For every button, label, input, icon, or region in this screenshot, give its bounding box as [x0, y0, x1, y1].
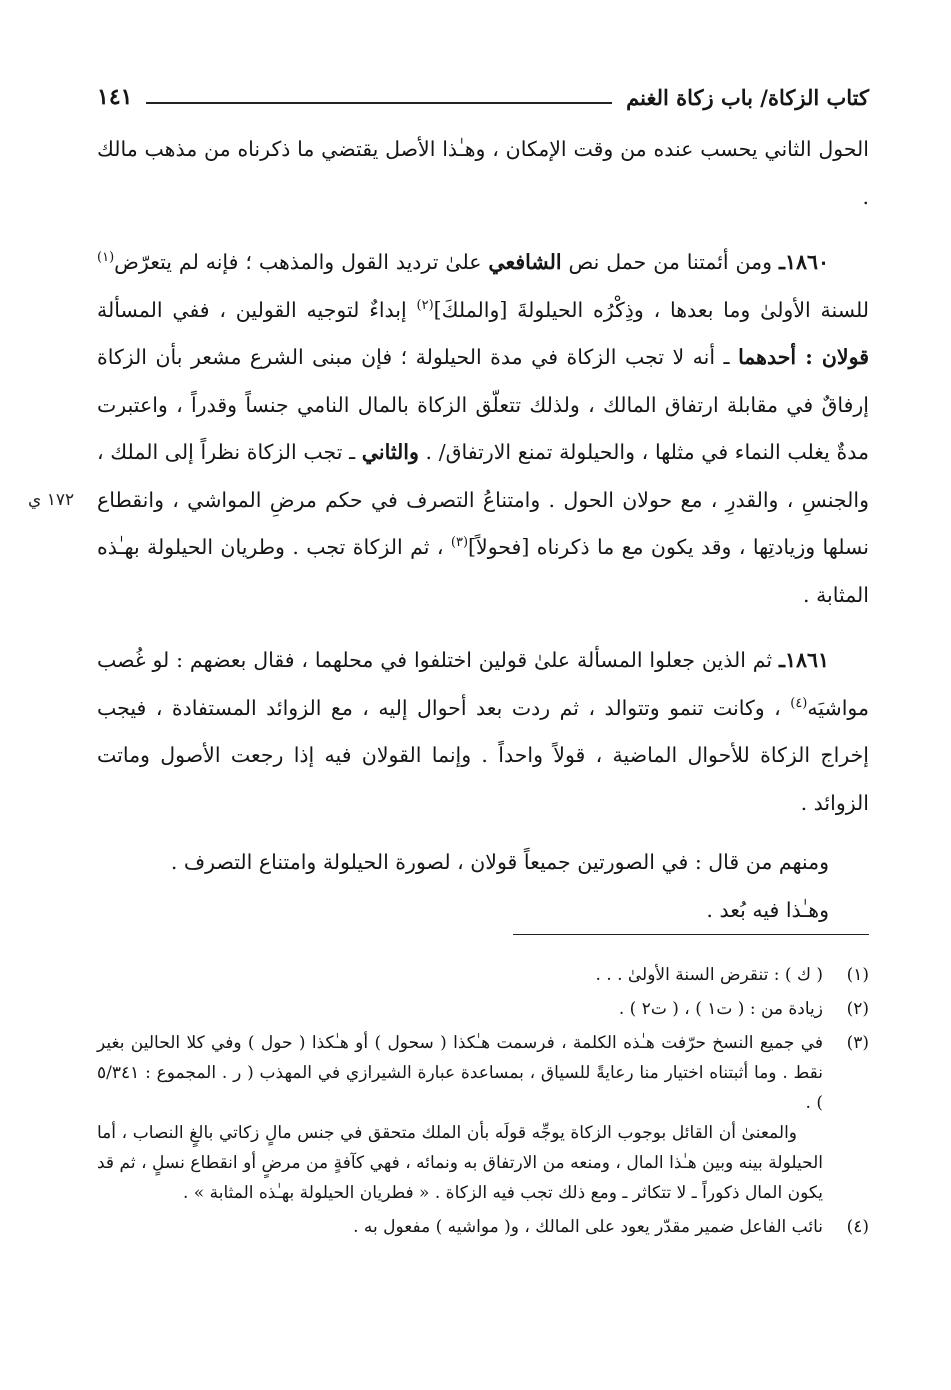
footnote-label: (٤) [846, 1217, 869, 1237]
bold-term: والثاني [361, 440, 419, 464]
chapter-title: كتاب الزكاة/ باب زكاة الغنم [626, 84, 869, 110]
footnote-4 [97, 1212, 869, 1242]
footnote-ref[interactable]: (٤) [790, 695, 808, 711]
footnote-ref[interactable]: (١) [97, 250, 115, 266]
footnote-label: (٢) [846, 999, 869, 1019]
bold-term: قولان : أحدهما [738, 345, 870, 369]
footnote-text: في جميع النسخ حرّفت هـٰذه الكلمة ، فرسمت هـٰكذا ( سحول ) أو هـٰكذا ( حول ) وفي كلا الحالين بغير نقط . وما أثبتناه اختيار منا رعايةً للسياق ، بمساعدة عبارة الشيرازي في المهذب ( ر . المجموع : ٥/٣٤١ ) . [97, 1033, 823, 1113]
text-run: ، وكانت تنمو وتتوالد ، ثم ردت بعد أحوال إليه ، مع الزوائد المستفادة ، فيجب إخراج الزكاة للأحوال الماضية ، قولاً واحداً . وإنما القولان فيه إذا رجعت الأصول وماتت الزوائد . [97, 695, 869, 815]
text-run: للسنة الأولىٰ وما بعدها ، وذِكْرُه الحيلولةَ [والملكَ] [433, 297, 870, 322]
manuscript-folio-note: ١٧٢ ي [28, 490, 75, 510]
paragraph-1861 [97, 637, 869, 827]
text-run: ، ثم الزكاة تجب . وطريان الحيلولة بهـٰذه المثابة . [97, 535, 869, 607]
paragraph-continuation: الحول الثاني يحسب عنده من وقت الإمكان ، وهـٰذا الأصل يقتضي ما ذكرناه من مذهب مالك . [97, 137, 869, 209]
footnote-ref[interactable]: (٣) [450, 535, 469, 551]
footnote-3-continuation: والمعنىٰ أن القائل بوجوب الزكاة يوجِّه قولَه بأن الملك متحقق في جنس مالٍ زكاتي بالغٍ النصاب ، أما الحيلولة بينه وبين هـٰذا المال ، ومنعه من الارتفاق به ونمائه ، فهي كآفةٍ من مرضٍ أو انقطاع نسلٍ ، ثم قد يكون المال ذكوراً ـ لا تتكاثر ـ ومع ذلك تجب فيه الزكاة . « فطريان الحيلولة بهـٰذه المثابة » . [97, 1123, 823, 1203]
text-run: ـ أنه لا تجب الزكاة في مدة الحيلولة ؛ فإن مبنى الشرع مشعر بأن الزكاة إرفاقٌ في مقابلة ارتفاق المالك ، ولذلك تتعلّق الزكاة بالمال النامي جنساً وقدراً ، واعتبرت مدةٌ يغلب النماء في مثلها ، والحيلولة تمنع الارتفاق/ . [97, 345, 870, 464]
paragraph-number: ١٨٦١ـ [778, 648, 829, 672]
paragraph-number: ١٨٦٠ـ [778, 250, 829, 274]
bold-name: الشافعي [488, 250, 562, 274]
footnotes [97, 960, 869, 1242]
main-text [97, 126, 869, 934]
footnote-label: (١) [846, 965, 869, 985]
footnote-1 [97, 960, 869, 990]
header-rule [146, 102, 612, 104]
paragraph-1860 [97, 239, 869, 619]
footnote-ref[interactable]: (٢) [416, 297, 434, 313]
footnote-separator [513, 934, 869, 935]
footnote-3 [97, 1028, 869, 1118]
text-run: إبداءٌ لتوجيه القولين ، ففي المسألة [97, 297, 417, 322]
footnote-text: نائب الفاعل ضمير مقدّر يعود على المالك ، و( مواشيه ) مفعول به . [353, 1217, 823, 1237]
footnote-text: زيادة من : ( ت١ ) ، ( ت٢ ) . [618, 999, 823, 1019]
paragraph-opinion: ومنهم من قال : في الصورتين جميعاً قولان ، لصورة الحيلولة وامتناع التصرف . [170, 850, 829, 874]
page-number: ١٤١ [97, 84, 133, 110]
footnote-2 [97, 994, 869, 1024]
text-run: ومن أئمتنا من حمل نص [561, 250, 779, 274]
paragraph-remark: وهـٰذا فيه بُعد . [706, 897, 829, 922]
running-header [97, 80, 869, 114]
text-run: علىٰ ترديد القول والمذهب ؛ فإنه لم يتعرّض [114, 250, 489, 274]
footnote-text: ( ك ) : تنقرض السنة الأولىٰ . . . [595, 965, 823, 985]
text-run: ـ تجب الزكاة نظراً إلى الملك ، والجنسِ ، والقدرِ ، مع حولان الحول . وامتناعُ التصرف في حكم مرضِ المواشي ، وانقطاع نسلها وزيادتِها ، وقد يكون مع ما ذكرناه [فحولاً] [97, 440, 869, 559]
footnote-label: (٣) [846, 1033, 869, 1053]
text-run: ثم الذين جعلوا المسألة علىٰ قولين اختلفوا في محلهما ، فقال بعضهم : لو غُصب مواشيَه [97, 648, 869, 720]
